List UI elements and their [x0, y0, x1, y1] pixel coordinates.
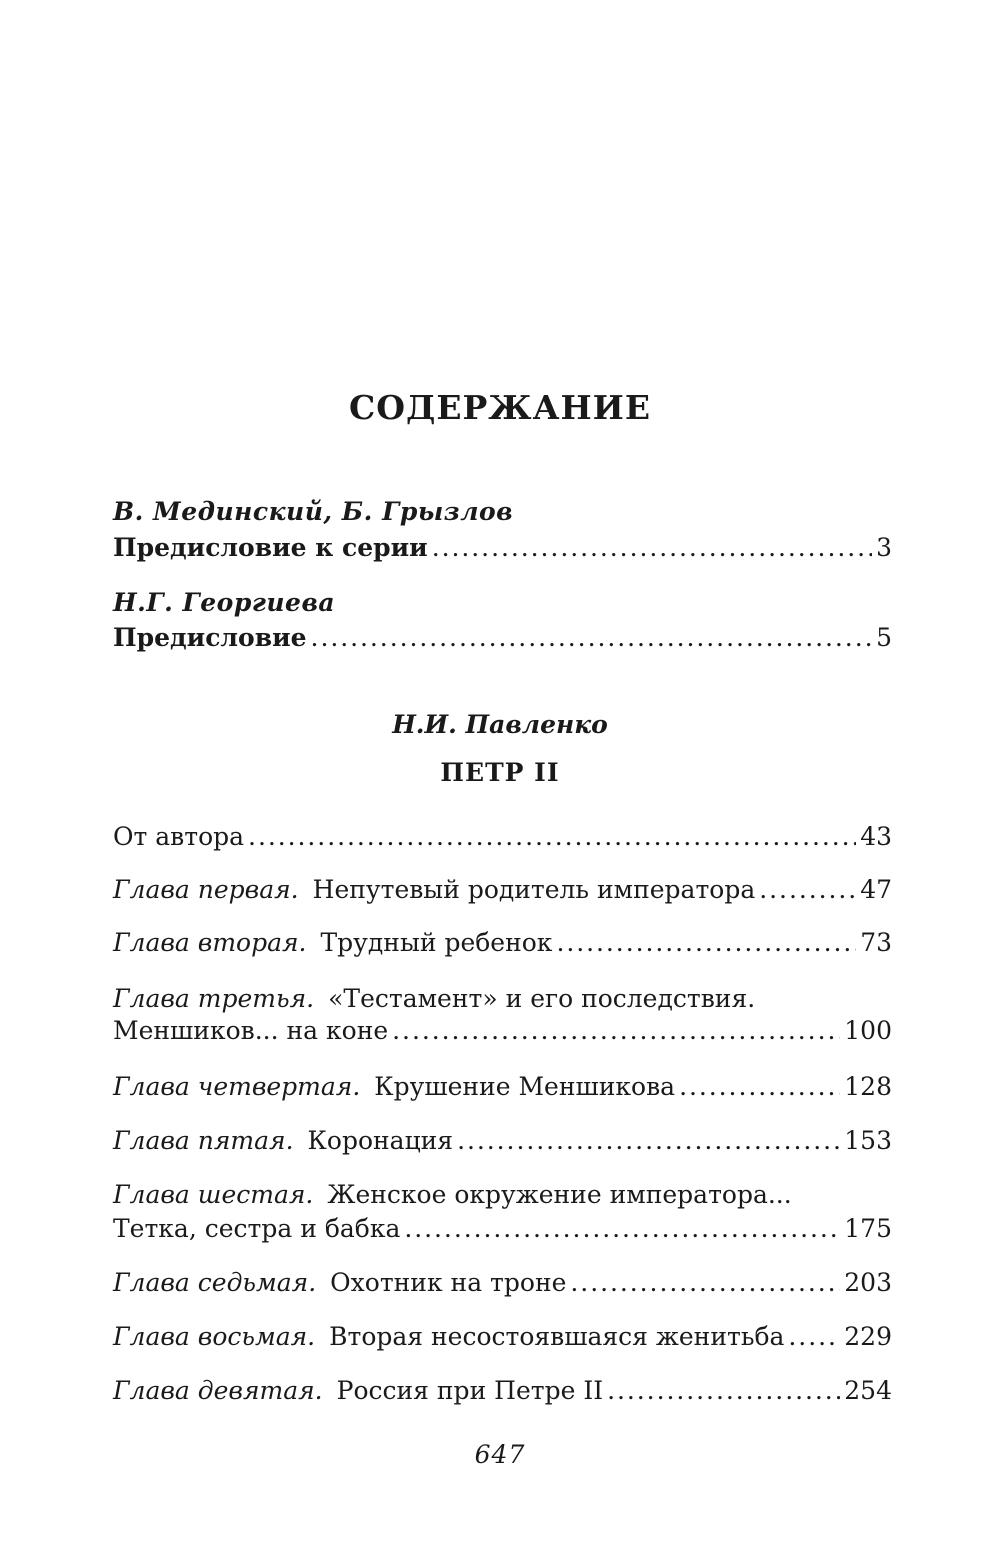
- entry-label: Крушение Меншикова: [374, 1072, 676, 1101]
- toc-entry-chapter-4[interactable]: [113, 1072, 892, 1102]
- toc-entry-chapter-3[interactable]: [113, 1016, 892, 1046]
- toc-entry-chapter-2[interactable]: [113, 928, 892, 958]
- entry-page: 128: [844, 1072, 892, 1101]
- entry-label: Предисловие к серии: [113, 533, 428, 562]
- chapter-number: Глава третья.: [113, 984, 315, 1013]
- chapter-number: Глава первая.: [113, 875, 299, 904]
- entry-label: Непутевый родитель императора: [312, 875, 756, 904]
- entry-page: 3: [876, 533, 892, 562]
- page-title: СОДЕРЖАНИЕ: [348, 388, 651, 427]
- entry-label: Тетка, сестра и бабка: [113, 1214, 401, 1243]
- chapter-number: Глава девятая.: [113, 1376, 323, 1405]
- entry-label: Вторая несостоявшаяся женитьба: [329, 1322, 785, 1351]
- dot-leader: [457, 1126, 840, 1156]
- entry-page: 73: [860, 928, 892, 957]
- book-title: ПЕТР II: [440, 758, 560, 787]
- dot-leader: [607, 1376, 840, 1406]
- entry-title-line1: Женское окружение императора...: [327, 1180, 792, 1209]
- entry-label: Коронация: [307, 1126, 454, 1155]
- toc-entry-chapter-1[interactable]: [113, 875, 892, 905]
- book-author: Н.И. Павленко: [392, 710, 608, 739]
- dot-leader: [392, 1016, 840, 1046]
- dot-leader: [556, 928, 856, 958]
- entry-page: 175: [844, 1214, 892, 1243]
- chapter-number: Глава пятая.: [113, 1126, 294, 1155]
- dot-leader: [570, 1268, 840, 1298]
- dot-leader: [679, 1072, 840, 1102]
- chapter-number: Глава седьмая.: [113, 1268, 317, 1297]
- front-author-2: Н.Г. Георгиева: [113, 588, 336, 617]
- entry-page: 229: [844, 1322, 892, 1351]
- toc-entry-chapter-6-line1: [113, 1180, 892, 1210]
- chapter-number: Глава четвертая.: [113, 1072, 361, 1101]
- entry-label: Россия при Петре II: [336, 1376, 604, 1405]
- toc-entry-chapter-3-line1: [113, 984, 892, 1014]
- entry-label: Трудный ребенок: [320, 928, 553, 957]
- entry-label: Предисловие: [113, 623, 307, 652]
- entry-label: Охотник на троне: [330, 1268, 567, 1297]
- entry-page: 5: [876, 623, 892, 652]
- entry-label: Меншиков... на коне: [113, 1016, 389, 1045]
- dot-leader: [759, 875, 856, 905]
- entry-title-line1: «Тестамент» и его последствия.: [328, 984, 756, 1013]
- page-number: 647: [474, 1440, 526, 1469]
- entry-page: 203: [844, 1268, 892, 1297]
- entry-page: 153: [844, 1126, 892, 1155]
- entry-label: От автора: [113, 822, 245, 851]
- dot-leader: [404, 1214, 840, 1244]
- entry-page: 43: [860, 822, 892, 851]
- chapter-number: Глава восьмая.: [113, 1322, 316, 1351]
- entry-page: 47: [860, 875, 892, 904]
- toc-entry-chapter-6[interactable]: [113, 1214, 892, 1244]
- dot-leader: [432, 533, 872, 563]
- dot-leader: [248, 822, 856, 852]
- dot-leader: [311, 623, 873, 653]
- toc-entry-from-author[interactable]: [113, 822, 892, 852]
- entry-page: 100: [844, 1016, 892, 1045]
- chapter-number: Глава шестая.: [113, 1180, 314, 1209]
- toc-entry-chapter-7[interactable]: [113, 1268, 892, 1298]
- toc-entry-chapter-8[interactable]: [113, 1322, 892, 1352]
- dot-leader: [788, 1322, 840, 1352]
- toc-entry-chapter-5[interactable]: [113, 1126, 892, 1156]
- chapter-number: Глава вторая.: [113, 928, 307, 957]
- toc-entry-series-preface[interactable]: [113, 533, 892, 563]
- entry-page: 254: [844, 1376, 892, 1405]
- toc-entry-chapter-9[interactable]: [113, 1376, 892, 1406]
- toc-entry-preface[interactable]: [113, 623, 892, 653]
- front-author-1: В. Мединский, Б. Грызлов: [113, 497, 514, 526]
